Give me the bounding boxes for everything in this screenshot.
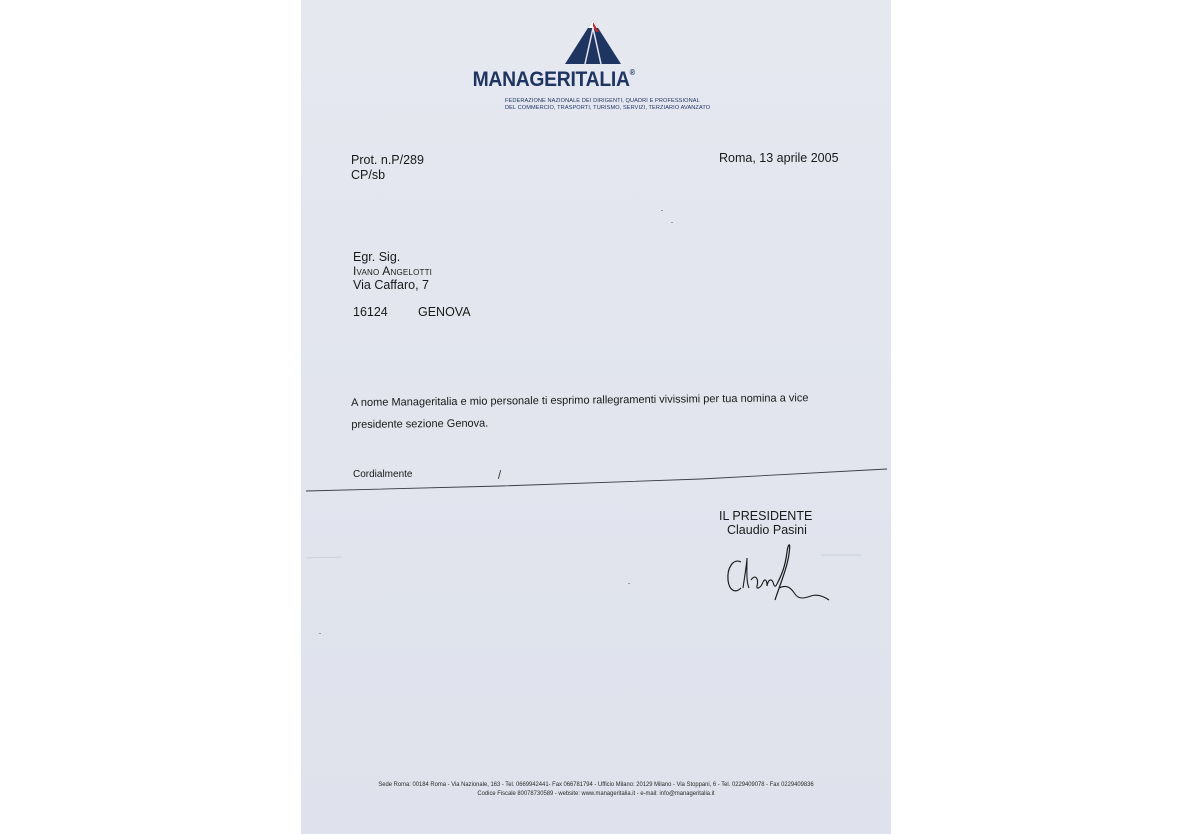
letterhead-footer [331,780,862,798]
paper-speck [628,583,630,584]
paper-fold-line [301,0,891,834]
handwritten-signature [719,534,834,609]
letter-page [301,0,891,834]
paper-speck [661,210,663,211]
footer-address-line: Sede Roma: 00184 Roma - Via Nazionale, 163 - Tel. 0669942441- Fax 066781794 - Ufficio Milano: 20129 Milano - Via Stoppani, 6 - Tel. 0229409078 - Fax 0229409836 [378,781,814,788]
tagline-line-1: FEDERAZIONE NAZIONALE DEI DIRIGENTI, QUADRI E PROFESSIONAL [505,98,700,104]
recipient-city: GENOVA [418,305,471,319]
recipient-name: Ivano Angelotti [353,264,433,278]
body-line-1: A nome Manageritalia e mio personale ti esprimo rallegramenti vivissimi per tua nomina a vice [351,392,809,409]
recipient-salutation: Egr. Sig. [353,250,401,264]
recipient-postal-code: 16124 [353,305,388,319]
paper-speck [319,633,321,634]
paper-speck [671,222,673,223]
body-line-2: presidente sezione Genova. [351,417,489,431]
brand-name: MANAGERITALIA [472,68,630,91]
letter-date: Roma, 13 aprile 2005 [719,151,839,165]
registered-mark: ® [629,68,635,77]
protocol-number: Prot. n.P/289 [351,153,424,167]
sender-initials: CP/sb [351,168,386,182]
signatory-name: Claudio Pasini [727,523,807,537]
closing-text: Cordialmente [353,469,413,480]
recipient-street: Via Caffaro, 7 [353,278,429,292]
signatory-title: IL PRESIDENTE [719,509,813,523]
tagline-line-2: DEL COMMERCIO, TRASPORTI, TURISMO, SERVIZI, TERZIARIO AVANZATO [505,105,711,111]
footer-contact-line: Codice Fiscale 80078730589 - website: www.manageritalia.it - e-mail: info@manageritalia.it [477,790,715,797]
